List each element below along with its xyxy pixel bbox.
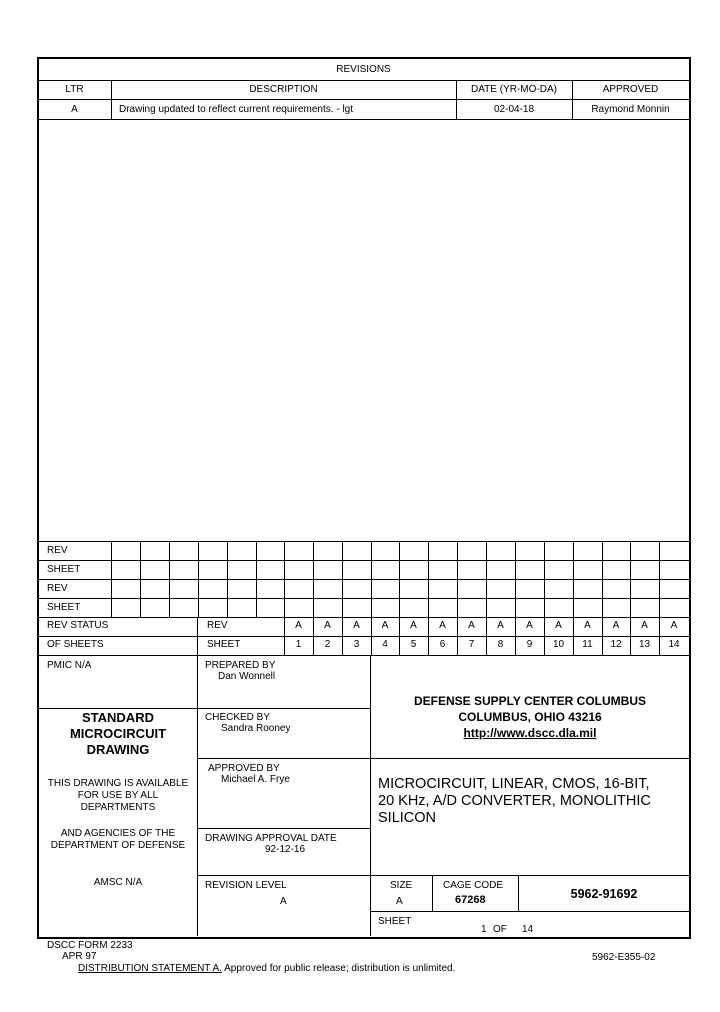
status-rev-label-1: REV — [47, 545, 68, 556]
grid-line — [38, 579, 689, 580]
grid-line — [169, 541, 170, 617]
cage-code: 67268 — [455, 894, 486, 906]
sheet-number-cell: 9 — [526, 639, 533, 650]
sheet-number-cell: 6 — [439, 639, 446, 650]
grid-line — [198, 541, 199, 617]
sheet-number-cell: 7 — [468, 639, 475, 650]
revisions-header-description: DESCRIPTION — [249, 84, 318, 95]
rev-status-label: REV STATUS — [47, 620, 109, 631]
agencies-line-1: AND AGENCIES OF THE — [60, 828, 176, 839]
sheet-of: OF — [493, 924, 507, 935]
grid-line — [573, 541, 574, 617]
revisions-title: REVISIONS — [336, 64, 391, 75]
status-rev-label-2: REV — [47, 583, 68, 594]
drawing-title — [378, 776, 688, 827]
status-sheet-label-1: SHEET — [47, 564, 81, 575]
approved-by-name: Michael A. Frye — [221, 774, 290, 785]
drawing-title-line-1: MICROCIRCUIT, LINEAR, CMOS, 16-BIT, — [378, 776, 650, 792]
rev-value-cell: A — [381, 620, 389, 631]
agencies-line-2: DEPARTMENT OF DEFENSE — [50, 840, 186, 851]
sheet-number-cell: 3 — [353, 639, 360, 650]
form-number: DSCC FORM 2233 — [47, 940, 133, 951]
document-code: 5962-E355-02 — [592, 952, 656, 963]
approval-date-label: DRAWING APPROVAL DATE — [205, 833, 337, 844]
rev-value-cell: A — [584, 620, 591, 631]
sheet-label: SHEET — [378, 916, 412, 927]
revisions-header-approved: APPROVED — [602, 84, 659, 95]
rev-value-cell: A — [353, 620, 360, 631]
availability-line-3: DEPARTMENTS — [80, 802, 156, 813]
rev-value-cell: A — [641, 620, 648, 631]
grid-line — [313, 541, 314, 617]
grid-line — [515, 541, 516, 617]
sheet-number-cell: 5 — [410, 639, 417, 650]
sheet-number-cell: 12 — [610, 639, 622, 650]
rev-value-cell: A — [555, 620, 562, 631]
rev-value-cell: A — [295, 620, 302, 631]
grid-line — [630, 541, 631, 617]
standard-microcircuit-drawing — [38, 710, 198, 758]
grid-line — [486, 541, 487, 617]
status-sheet-label-2: SHEET — [47, 602, 81, 613]
sheet-number-cell: 4 — [382, 639, 388, 650]
agencies-note — [38, 828, 198, 852]
grid-line — [227, 541, 228, 617]
standard-line-1: STANDARD — [82, 710, 154, 725]
sheet-row-label: SHEET — [207, 639, 241, 650]
approved-by-label: APPROVED BY — [208, 763, 280, 774]
prepared-by-name: Dan Wonnell — [218, 671, 276, 682]
revision-level: A — [280, 896, 287, 907]
checked-by-label: CHECKED BY — [205, 712, 271, 723]
drawing-title-line-3: SILICON — [378, 810, 437, 826]
distribution-statement — [78, 963, 455, 974]
distribution-text: Approved for public release; distribution is unlimited. — [221, 963, 456, 974]
sheet-number-cell: 13 — [638, 639, 651, 650]
rev-value-cell: A — [439, 620, 446, 631]
rev-value-cell: A — [324, 620, 331, 631]
checked-by-name: Sandra Rooney — [221, 723, 291, 734]
pmic-label: PMIC N/A — [47, 660, 92, 671]
grid-line — [284, 541, 285, 617]
rev-value-cell: A — [410, 620, 417, 631]
revision-approved: Raymond Monnin — [591, 104, 670, 115]
revision-level-label: REVISION LEVEL — [205, 880, 287, 891]
rev-row-label: REV — [207, 620, 228, 631]
sheet-number-cell: 11 — [582, 639, 593, 650]
rev-value-cell: A — [526, 620, 533, 631]
rev-value-cell: A — [497, 620, 504, 631]
availability-line-2: FOR USE BY ALL — [77, 790, 159, 801]
form-date: APR 97 — [62, 951, 97, 962]
grid-line — [428, 541, 429, 617]
cage-code-label: CAGE CODE — [443, 880, 504, 891]
revisions-header-ltr: LTR — [65, 84, 84, 95]
sheet-number-cell: 14 — [668, 639, 680, 650]
sheet-number-cell: 1 — [295, 639, 302, 650]
size-label: SIZE — [390, 880, 413, 891]
grid-line — [38, 541, 689, 542]
grid-line — [689, 541, 690, 617]
grid-line — [140, 541, 141, 617]
agency-address: COLUMBUS, OHIO 43216 — [458, 710, 602, 724]
prepared-by-label: PREPARED BY — [205, 660, 276, 671]
grid-line — [38, 560, 689, 561]
revision-description: Drawing updated to reflect current requirements. - lgt — [119, 104, 353, 115]
grid-line — [111, 541, 112, 617]
drawing-number: 5962-91692 — [570, 887, 638, 901]
revisions-header-date: DATE (YR-MO-DA) — [471, 84, 557, 95]
grid-line — [689, 617, 690, 656]
grid-line — [371, 541, 372, 617]
grid-line — [256, 541, 257, 617]
revision-ltr: A — [71, 104, 78, 115]
rev-value-cell: A — [612, 620, 620, 631]
sheet-current: 1 — [481, 924, 487, 935]
distribution-label: DISTRIBUTION STATEMENT A. — [78, 963, 222, 974]
sheet-number-cell: 2 — [324, 639, 331, 650]
revision-date: 02-04-18 — [493, 104, 535, 115]
approval-date: 92-12-16 — [265, 844, 306, 855]
amsc-label: AMSC N/A — [93, 877, 143, 888]
agency-block — [371, 693, 689, 741]
agency-name: DEFENSE SUPPLY CENTER COLUMBUS — [413, 694, 647, 708]
grid-line — [342, 541, 343, 617]
sheet-number-cell: 10 — [552, 639, 565, 650]
availability-line-1: THIS DRAWING IS AVAILABLE — [47, 778, 189, 789]
size-value: A — [396, 896, 403, 907]
rev-value-cell: A — [670, 620, 678, 631]
grid-line — [659, 541, 660, 617]
drawing-title-line-2: 20 KHz, A/D CONVERTER, MONOLITHIC — [378, 793, 651, 809]
sheet-total: 14 — [522, 924, 534, 935]
sheet-number-cell: 8 — [497, 639, 504, 650]
of-sheets-label: OF SHEETS — [47, 639, 104, 650]
availability-note — [38, 778, 198, 814]
grid-line — [602, 541, 603, 617]
grid-line — [457, 541, 458, 617]
standard-line-2: MICROCIRCUIT — [69, 726, 167, 741]
grid-line — [197, 617, 198, 656]
grid-line — [399, 541, 400, 617]
agency-url[interactable]: http://www.dscc.dla.mil — [463, 726, 597, 740]
grid-line — [544, 541, 545, 617]
standard-line-3: DRAWING — [86, 742, 150, 757]
grid-line — [38, 598, 689, 599]
rev-value-cell: A — [468, 620, 475, 631]
